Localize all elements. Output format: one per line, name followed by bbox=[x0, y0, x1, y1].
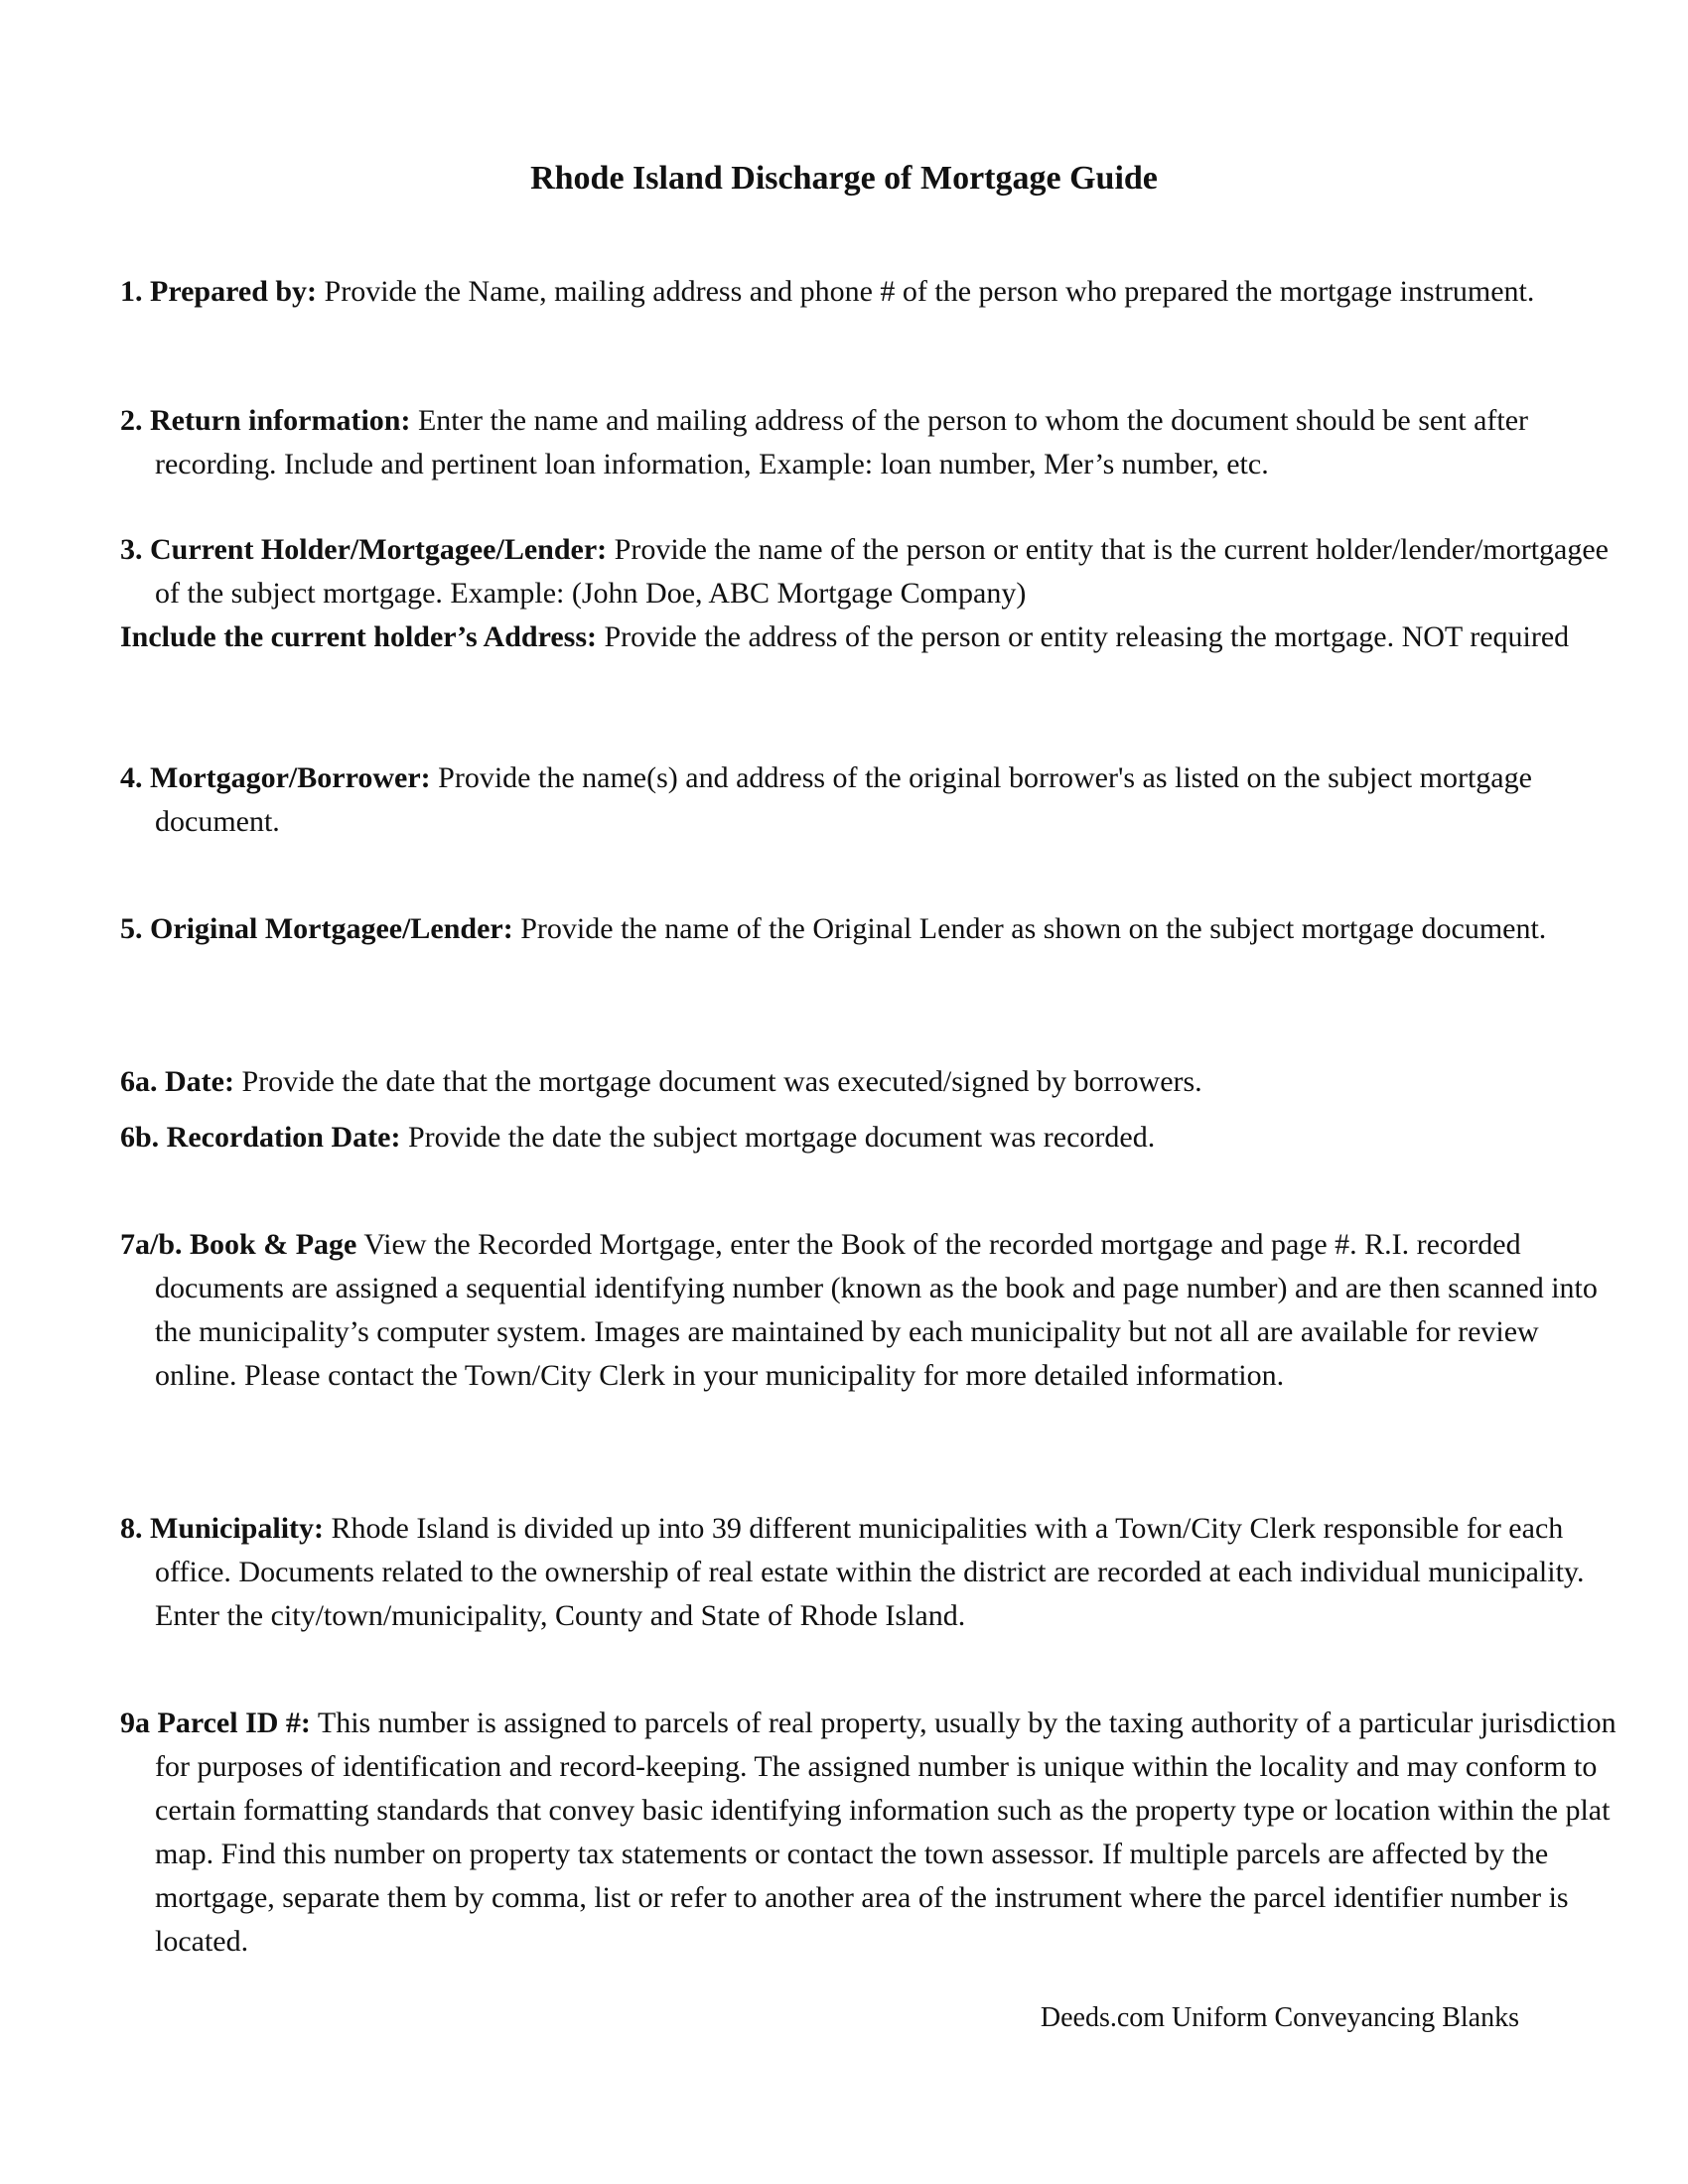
guide-item-current-holder bbox=[120, 528, 1624, 615]
item-label: 8. Municipality: bbox=[120, 1512, 325, 1545]
item-label: 9a Parcel ID #: bbox=[120, 1706, 311, 1739]
item-label: 7a/b. Book & Page bbox=[120, 1228, 357, 1261]
guide-item-parcel-id bbox=[120, 1702, 1624, 1964]
item-label: 4. Mortgagor/Borrower: bbox=[120, 761, 431, 794]
guide-item-date bbox=[120, 1060, 1624, 1104]
footer-text: Deeds.com Uniform Conveyancing Blanks bbox=[1040, 2002, 1519, 2033]
item-text: This number is assigned to parcels of real property, usually by the taxing authority of a particular jurisdiction for purposes of identification and record-keeping. The assigned number is unique within the locality and may conform to certain formatting standards that convey basic identifying information such as the property type or location within the plat map. Find this number on property tax statements or contact the town assessor. If multiple parcels are affected by the mortgage, separate them by comma, list or refer to another area of the instrument where the parcel identifier number is located. bbox=[155, 1706, 1617, 1958]
item-label: Include the current holder’s Address: bbox=[120, 620, 597, 653]
item-text: Enter the name and mailing address of the person to whom the document should be sent after recording. Include and pertinent loan information, Example: loan number, Mer’s number, etc. bbox=[155, 404, 1529, 480]
item-text: Provide the Name, mailing address and phone # of the person who prepared the mortgage instrument. bbox=[317, 275, 1535, 308]
item-text: Provide the name of the Original Lender as shown on the subject mortgage document. bbox=[512, 912, 1547, 945]
item-text: Provide the name of the person or entity that is the current holder/lender/mortgagee of the subject mortgage. Example: (John Doe, ABC Mortgage Company) bbox=[155, 533, 1609, 610]
guide-item-recordation-date bbox=[120, 1116, 1624, 1160]
item-label: 6a. Date: bbox=[120, 1065, 234, 1098]
item-text: View the Recorded Mortgage, enter the Book of the recorded mortgage and page #. R.I. recorded documents are assigned a sequential identifying number (known as the book and page number) and are then scanned into the municipality’s computer system. Images are maintained by each municipality but not all are available for review online. Please contact the Town/City Clerk in your municipality for more detailed information. bbox=[155, 1228, 1598, 1392]
item-label: 3. Current Holder/Mortgagee/Lender: bbox=[120, 533, 608, 566]
guide-item-book-page bbox=[120, 1223, 1624, 1398]
item-label: 5. Original Mortgagee/Lender: bbox=[120, 912, 513, 945]
guide-item-current-holder-address bbox=[120, 615, 1624, 659]
guide-item-original-mortgagee bbox=[120, 907, 1624, 951]
guide-item-municipality bbox=[120, 1507, 1624, 1638]
page-title: Rhode Island Discharge of Mortgage Guide bbox=[530, 160, 1158, 197]
item-text: Rhode Island is divided up into 39 different municipalities with a Town/City Clerk responsible for each office. Documents related to the ownership of real estate within the district are recorded at each individual municipality. Enter the city/town/municipality, County and State of Rhode Island. bbox=[155, 1512, 1585, 1632]
guide-item-mortgagor bbox=[120, 756, 1624, 844]
item-text: Provide the name(s) and address of the original borrower's as listed on the subject mortgage document. bbox=[155, 761, 1532, 838]
guide-item-prepared-by bbox=[120, 270, 1624, 314]
guide-item-return-information bbox=[120, 399, 1624, 486]
item-label: 2. Return information: bbox=[120, 404, 411, 437]
item-text: Provide the date that the mortgage document was executed/signed by borrowers. bbox=[233, 1065, 1202, 1098]
item-label: 1. Prepared by: bbox=[120, 275, 318, 308]
item-text: Provide the date the subject mortgage document was recorded. bbox=[400, 1121, 1156, 1154]
item-label: 6b. Recordation Date: bbox=[120, 1121, 401, 1154]
item-text: Provide the address of the person or entity releasing the mortgage. NOT required bbox=[597, 620, 1570, 653]
